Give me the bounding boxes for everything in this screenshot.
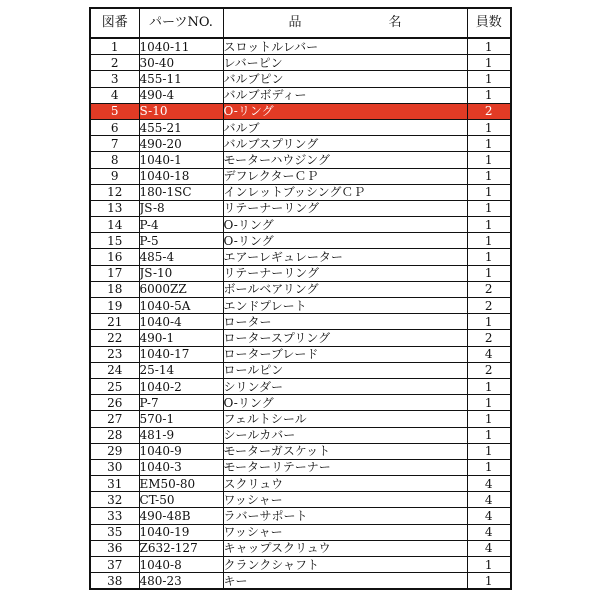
figure-no-cell: 38 [90, 573, 139, 590]
part-no-cell: 480-23 [139, 573, 223, 590]
table-row [90, 103, 511, 119]
part-no-cell: 25-14 [139, 362, 223, 378]
table-row [90, 87, 511, 103]
part-no-cell: 490-20 [139, 136, 223, 152]
quantity-cell: 1 [467, 200, 511, 216]
table-row [90, 378, 511, 394]
figure-no-cell: 28 [90, 427, 139, 443]
figure-no-cell: 25 [90, 378, 139, 394]
quantity-cell: 4 [467, 540, 511, 556]
figure-no-cell: 17 [90, 265, 139, 281]
part-no-cell: 455-21 [139, 119, 223, 135]
table-row [90, 38, 511, 55]
part-name-cell: レバーピン [223, 55, 467, 71]
quantity-cell: 1 [467, 71, 511, 87]
part-name-cell: モーターハウジング [223, 152, 467, 168]
table-row [90, 362, 511, 378]
quantity-cell: 4 [467, 476, 511, 492]
part-name-cell: ローターブレード [223, 346, 467, 362]
part-name-cell: ロータースプリング [223, 330, 467, 346]
table-row [90, 314, 511, 330]
part-no-cell: 1040-9 [139, 443, 223, 459]
part-name-cell: O-リング [223, 103, 467, 119]
part-no-cell: 455-11 [139, 71, 223, 87]
figure-no-cell: 32 [90, 492, 139, 508]
figure-no-cell: 5 [90, 103, 139, 119]
figure-no-cell: 18 [90, 281, 139, 297]
part-name-cell: O-リング [223, 233, 467, 249]
figure-no-cell: 6 [90, 119, 139, 135]
quantity-cell: 2 [467, 330, 511, 346]
part-name-cell: バルブボディー [223, 87, 467, 103]
table-row [90, 346, 511, 362]
quantity-cell: 1 [467, 87, 511, 103]
figure-no-cell: 30 [90, 459, 139, 475]
figure-no-cell: 16 [90, 249, 139, 265]
table-row [90, 524, 511, 540]
quantity-cell: 1 [467, 55, 511, 71]
part-no-cell: Z632-127 [139, 540, 223, 556]
part-no-cell: 1040-3 [139, 459, 223, 475]
table-row [90, 443, 511, 459]
table-row [90, 200, 511, 216]
table-row [90, 459, 511, 475]
part-no-cell: 1040-11 [139, 38, 223, 55]
part-no-cell: 490-1 [139, 330, 223, 346]
part-no-cell: 1040-8 [139, 557, 223, 573]
figure-no-cell: 19 [90, 298, 139, 314]
figure-no-cell: 29 [90, 443, 139, 459]
quantity-cell: 1 [467, 427, 511, 443]
quantity-cell: 1 [467, 378, 511, 394]
part-no-cell: 1040-17 [139, 346, 223, 362]
table-row [90, 152, 511, 168]
table-body [90, 38, 511, 589]
table-row [90, 573, 511, 590]
quantity-cell: 2 [467, 362, 511, 378]
part-name-cell: リテーナーリング [223, 200, 467, 216]
part-name-cell: デフレクターＣＰ [223, 168, 467, 184]
part-name-cell: O-リング [223, 217, 467, 233]
quantity-cell: 1 [467, 119, 511, 135]
part-no-cell: 1040-19 [139, 524, 223, 540]
part-no-cell: 490-4 [139, 87, 223, 103]
table-header-row [90, 8, 511, 38]
part-name-cell: スロットルレバー [223, 38, 467, 55]
figure-no-cell: 23 [90, 346, 139, 362]
figure-no-cell: 37 [90, 557, 139, 573]
figure-no-cell: 15 [90, 233, 139, 249]
quantity-cell: 1 [467, 136, 511, 152]
part-name-cell: ワッシャー [223, 524, 467, 540]
header-figure-no: 図番 [90, 8, 139, 38]
part-name-cell: クランクシャフト [223, 557, 467, 573]
table-row [90, 55, 511, 71]
table-row [90, 476, 511, 492]
part-name-cell: エアーレギュレーター [223, 249, 467, 265]
part-no-cell: 1040-2 [139, 378, 223, 394]
table-row [90, 233, 511, 249]
quantity-cell: 4 [467, 492, 511, 508]
part-name-cell: シリンダー [223, 378, 467, 394]
part-name-cell: シールカバー [223, 427, 467, 443]
quantity-cell: 4 [467, 508, 511, 524]
table-row [90, 330, 511, 346]
header-part-name-2: 名 [388, 15, 402, 30]
table-row [90, 395, 511, 411]
figure-no-cell: 3 [90, 71, 139, 87]
figure-no-cell: 12 [90, 184, 139, 200]
table-row [90, 168, 511, 184]
table-row [90, 184, 511, 200]
part-no-cell: 481-9 [139, 427, 223, 443]
quantity-cell: 1 [467, 443, 511, 459]
figure-no-cell: 21 [90, 314, 139, 330]
figure-no-cell: 27 [90, 411, 139, 427]
quantity-cell: 1 [467, 217, 511, 233]
part-no-cell: 1040-4 [139, 314, 223, 330]
figure-no-cell: 7 [90, 136, 139, 152]
header-part-name-1: 品 [288, 15, 302, 30]
part-name-cell: ローター [223, 314, 467, 330]
figure-no-cell: 8 [90, 152, 139, 168]
quantity-cell: 4 [467, 524, 511, 540]
quantity-cell: 1 [467, 152, 511, 168]
part-no-cell: 1040-5A [139, 298, 223, 314]
part-no-cell: 1040-18 [139, 168, 223, 184]
figure-no-cell: 24 [90, 362, 139, 378]
part-no-cell: 6000ZZ [139, 281, 223, 297]
part-no-cell: P-5 [139, 233, 223, 249]
part-no-cell: JS-8 [139, 200, 223, 216]
part-no-cell: EM50-80 [139, 476, 223, 492]
figure-no-cell: 36 [90, 540, 139, 556]
part-name-cell: バルブスプリング [223, 136, 467, 152]
part-no-cell: 485-4 [139, 249, 223, 265]
quantity-cell: 1 [467, 411, 511, 427]
figure-no-cell: 4 [90, 87, 139, 103]
table-row [90, 281, 511, 297]
table-row [90, 492, 511, 508]
table-row [90, 217, 511, 233]
part-no-cell: S-10 [139, 103, 223, 119]
quantity-cell: 2 [467, 281, 511, 297]
table-row [90, 557, 511, 573]
part-no-cell: 1040-1 [139, 152, 223, 168]
table-row [90, 265, 511, 281]
part-name-cell: ラバーサポート [223, 508, 467, 524]
figure-no-cell: 22 [90, 330, 139, 346]
part-name-cell: モーターガスケット [223, 443, 467, 459]
part-name-cell: O-リング [223, 395, 467, 411]
part-name-cell: キャップスクリュウ [223, 540, 467, 556]
quantity-cell: 1 [467, 557, 511, 573]
table-row [90, 508, 511, 524]
part-no-cell: 570-1 [139, 411, 223, 427]
part-name-cell: バルブピン [223, 71, 467, 87]
figure-no-cell: 31 [90, 476, 139, 492]
table-row [90, 249, 511, 265]
table-row [90, 71, 511, 87]
figure-no-cell: 14 [90, 217, 139, 233]
part-name-cell: バルブ [223, 119, 467, 135]
table-row [90, 119, 511, 135]
table-row [90, 427, 511, 443]
table-row [90, 540, 511, 556]
quantity-cell: 2 [467, 298, 511, 314]
header-quantity: 員数 [467, 8, 511, 38]
table-row [90, 136, 511, 152]
part-no-cell: 490-48B [139, 508, 223, 524]
part-name-cell: キー [223, 573, 467, 590]
table-row [90, 298, 511, 314]
figure-no-cell: 26 [90, 395, 139, 411]
part-name-cell: スクリュウ [223, 476, 467, 492]
table-row [90, 411, 511, 427]
quantity-cell: 1 [467, 395, 511, 411]
part-name-cell: ボールベアリング [223, 281, 467, 297]
part-name-cell: エンドプレート [223, 298, 467, 314]
quantity-cell: 1 [467, 184, 511, 200]
part-name-cell: インレットブッシングＣＰ [223, 184, 467, 200]
parts-list-table [89, 7, 512, 590]
part-no-cell: CT-50 [139, 492, 223, 508]
quantity-cell: 1 [467, 38, 511, 55]
figure-no-cell: 2 [90, 55, 139, 71]
part-name-cell: ワッシャー [223, 492, 467, 508]
part-name-cell: モーターリテーナー [223, 459, 467, 475]
figure-no-cell: 33 [90, 508, 139, 524]
quantity-cell: 1 [467, 233, 511, 249]
quantity-cell: 1 [467, 459, 511, 475]
quantity-cell: 1 [467, 249, 511, 265]
part-no-cell: P-7 [139, 395, 223, 411]
quantity-cell: 1 [467, 168, 511, 184]
header-part-no: パーツNO. [139, 8, 223, 38]
figure-no-cell: 35 [90, 524, 139, 540]
part-name-cell: フェルトシール [223, 411, 467, 427]
quantity-cell: 1 [467, 265, 511, 281]
part-no-cell: JS-10 [139, 265, 223, 281]
quantity-cell: 1 [467, 314, 511, 330]
quantity-cell: 4 [467, 346, 511, 362]
part-name-cell: リテーナーリング [223, 265, 467, 281]
header-part-name [223, 8, 467, 38]
quantity-cell: 1 [467, 573, 511, 590]
figure-no-cell: 9 [90, 168, 139, 184]
figure-no-cell: 13 [90, 200, 139, 216]
figure-no-cell: 1 [90, 38, 139, 55]
part-no-cell: P-4 [139, 217, 223, 233]
part-no-cell: 30-40 [139, 55, 223, 71]
part-name-cell: ロールピン [223, 362, 467, 378]
part-no-cell: 180-1SC [139, 184, 223, 200]
quantity-cell: 2 [467, 103, 511, 119]
